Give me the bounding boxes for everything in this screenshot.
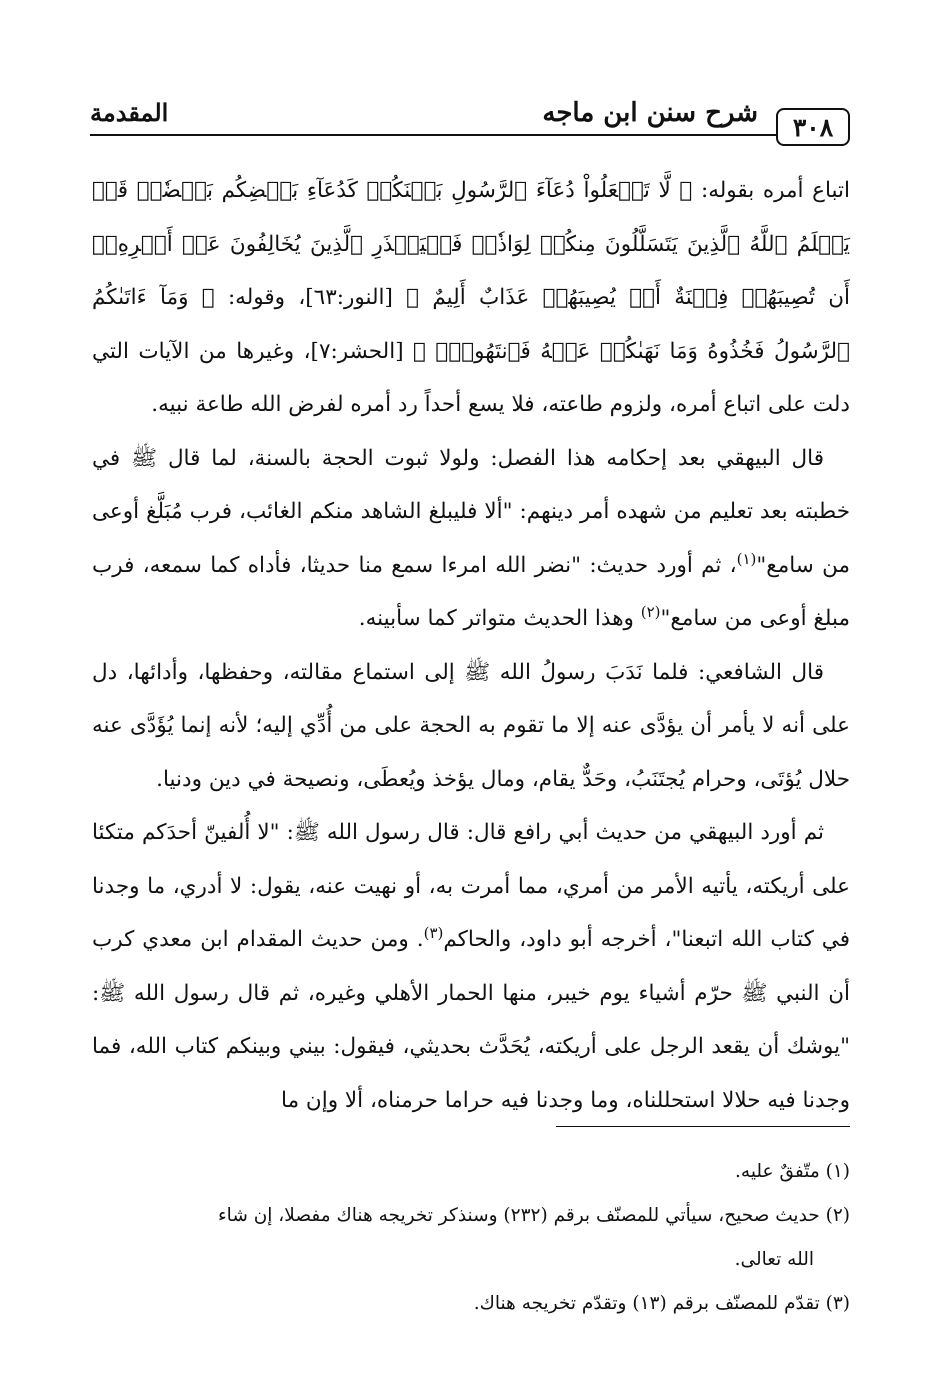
- page-number: ٣٠٨: [776, 108, 850, 146]
- running-header: [90, 92, 850, 154]
- paragraph-text: وهذا الحديث متواتر كما سأبينه.: [358, 606, 641, 631]
- footnotes: [92, 1150, 850, 1326]
- footnote-1: (١) متّفقٌ عليه.: [735, 1161, 850, 1182]
- section-title: المقدمة: [90, 98, 169, 127]
- footnote-3: (٣) تقدّم للمصنّف برقم (١٣) وتقدّم تخريجه هناك.: [473, 1293, 850, 1314]
- footnote-2-continued: الله تعالى.: [734, 1249, 814, 1270]
- footnote-separator: [556, 1126, 850, 1127]
- header-rule: [90, 134, 780, 136]
- paragraph-shafii: قال الشافعي: فلما نَدَبَ رسولُ الله ﷺ إلى استماع مقالته، وحفظها، وأدائها، دل على أنه لا يأمر أن يؤدَّى عنه إلا ما تقوم به الحجة على من أُدِّي إليه؛ لأنه إنما يُؤَدَّى عنه حلال يُؤتَى، وحرام يُجتَنَبُ، وحَدٌّ يقام، ومال يؤخذ ويُعطَى، ونصيحة في دين ودنيا.: [92, 659, 850, 792]
- paragraph-text: ، ثم أورد حديث: "نضر الله امرءا سمع منا حديثا، فأداه كما سمعه، فرب مبلغ أوعى من سامع": [92, 552, 850, 631]
- footnote-2: (٢) حديث صحيح، سيأتي للمصنّف برقم (٢٣٢) وسنذكر تخريجه هناك مفصلا، إن شاء: [217, 1205, 850, 1226]
- paragraph-abu-rafi: [92, 806, 850, 1127]
- book-title: شرح سنن ابن ماجه: [542, 98, 758, 128]
- paragraph-text: قال البيهقي بعد إحكامه هذا الفصل: ولولا ثبوت الحجة بالسنة، لما قال ﷺ في خطبته بعد تعليم من شهده أمر دينهم: "ألا فليبلغ الشاهد منكم الغائب، فرب مُبَلَّغ أوعى من سامع": [92, 445, 850, 578]
- footnote-ref-1: (١): [736, 549, 757, 568]
- paragraph-text: . ومن حديث المقدام ابن معدي كرب أن النبي ﷺ حرّم أشياء يوم خيبر، منها الحمار الأهلي وغيره، ثم قال رسول الله ﷺ: "يوشك أن يقعد الرجل على أريكته، يُحَدَّث بحديثي، فيقول: بيني وبينكم كتاب الله، فما وجدنا فيه حلالا استحللناه، وما وجدنا فيه حراما حرمناه، ألا وإن ما: [92, 927, 850, 1113]
- paragraph-bayhaqi: [92, 432, 850, 646]
- footnote-ref-3: (٣): [423, 923, 444, 942]
- body-text: [92, 164, 850, 1127]
- paragraph-quran-verses: اتباع أمره بقوله: ﴿ لَّا تَجۡعَلُواْ دُعَآءَ ٱلرَّسُولِ بَيۡنَكُمۡ كَدُعَآءِ بَعۡضِكُم بَعۡضٗاۚ قَدۡ يَعۡلَمُ ٱللَّهُ ٱلَّذِينَ يَتَسَلَّلُونَ مِنكُمۡ لِوَاذٗاۚ فَلۡيَحۡذَرِ ٱلَّذِينَ يُخَالِفُونَ عَنۡ أَمۡرِهِۦٓ أَن تُصِيبَهُمۡ فِتۡنَةٌ أَوۡ يُصِيبَهُمۡ عَذَابٌ أَلِيمٌ ﴾ [النور:٦٣]، وقوله: ﴿ وَمَآ ءَاتَىٰكُمُ ٱلرَّسُولُ فَخُذُوهُ وَمَا نَهَىٰكُمۡ عَنۡهُ فَٱنتَهُواْۚ ﴾ [الحشر:٧]، وغيرها من الآيات التي دلت على اتباع أمره، ولزوم طاعته، فلا يسع أحداً رد أمره لفرض الله طاعة نبيه.: [92, 178, 851, 417]
- paragraph-text: ثم أورد البيهقي من حديث أبي رافع قال: قال رسول الله ﷺ: "لا أُلفينّ أحدَكم متكئا على أريكته، يأتيه الأمر من أمري، مما أمرت به، أو نهيت عنه، يقول: لا أدري، ما وجدنا في كتاب الله اتبعنا"، أخرجه أبو داود، والحاكم: [92, 820, 850, 952]
- footnote-ref-2: (٢): [640, 602, 661, 621]
